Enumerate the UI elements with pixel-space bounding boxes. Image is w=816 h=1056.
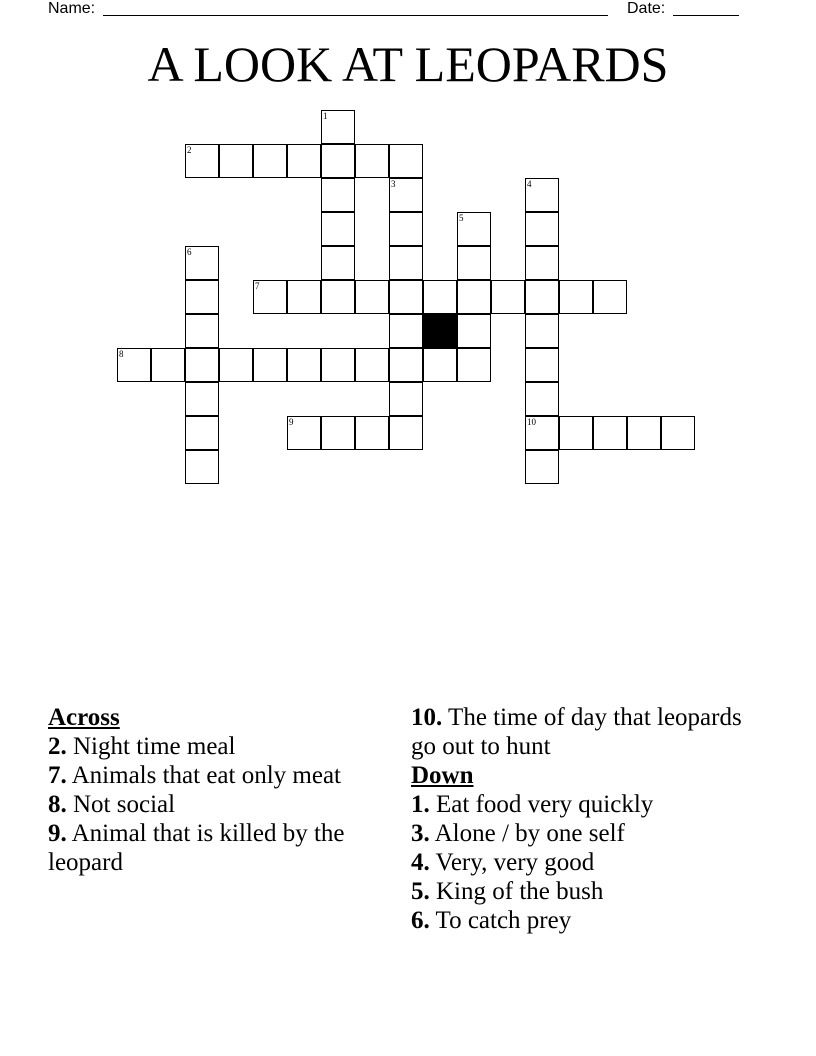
crossword-cell[interactable] <box>661 416 695 450</box>
crossword-cell[interactable] <box>219 144 253 178</box>
clue-number-label: 9 <box>289 417 294 427</box>
crossword-cell[interactable] <box>525 246 559 280</box>
clue-number: 2. <box>48 733 67 760</box>
crossword-cell[interactable] <box>593 416 627 450</box>
across-heading: Across <box>48 704 120 731</box>
crossword-cell[interactable] <box>287 348 321 382</box>
crossword-cell[interactable] <box>185 246 219 280</box>
crossword-cell[interactable] <box>321 144 355 178</box>
clue-text: Not social <box>66 791 176 818</box>
down-heading: Down <box>411 762 474 789</box>
crossword-cell[interactable] <box>423 280 457 314</box>
date-label: Date: <box>627 0 666 17</box>
clue-across-7 <box>48 761 378 790</box>
clue-text: Eat food very quickly <box>429 791 654 818</box>
crossword-cell[interactable] <box>457 280 491 314</box>
crossword-cell[interactable] <box>287 280 321 314</box>
crossword-cell[interactable] <box>321 178 355 212</box>
crossword-cell[interactable] <box>559 416 593 450</box>
crossword-cell[interactable] <box>627 416 661 450</box>
clues-right-column <box>411 703 751 935</box>
crossword-cell[interactable] <box>457 246 491 280</box>
crossword-cell[interactable] <box>185 314 219 348</box>
crossword-grid <box>0 0 816 500</box>
clue-across-10 <box>411 703 751 761</box>
crossword-cell[interactable] <box>321 280 355 314</box>
clue-down-3 <box>411 819 751 848</box>
page-title: A LOOK AT LEOPARDS <box>147 36 669 92</box>
clue-down-6 <box>411 906 751 935</box>
clue-number-label: 4 <box>527 179 532 189</box>
crossword-cell[interactable] <box>355 416 389 450</box>
crossword-cell[interactable] <box>389 314 423 348</box>
crossword-cell[interactable] <box>389 246 423 280</box>
crossword-cell[interactable] <box>389 382 423 416</box>
crossword-cell[interactable] <box>321 212 355 246</box>
clue-number-label: 6 <box>187 247 192 257</box>
crossword-cell[interactable] <box>253 348 287 382</box>
crossword-cell[interactable] <box>185 348 219 382</box>
clue-number: 10. <box>411 704 443 731</box>
clue-text: Night time meal <box>66 733 236 760</box>
crossword-cell[interactable] <box>185 144 219 178</box>
clue-down-1 <box>411 790 751 819</box>
crossword-cell[interactable] <box>185 280 219 314</box>
clue-number-label: 10 <box>527 417 536 427</box>
clue-number-label: 5 <box>459 213 464 223</box>
crossword-cell[interactable] <box>355 348 389 382</box>
clue-number-label: 7 <box>255 281 260 291</box>
clue-text: King of the bush <box>429 878 604 905</box>
crossword-cell[interactable] <box>525 212 559 246</box>
crossword-cell[interactable] <box>287 416 321 450</box>
clue-across-9 <box>48 819 378 877</box>
crossword-cell[interactable] <box>117 348 151 382</box>
clue-number-label: 8 <box>119 349 124 359</box>
crossword-cell[interactable] <box>389 178 423 212</box>
crossword-cell[interactable] <box>389 280 423 314</box>
crossword-cell[interactable] <box>525 178 559 212</box>
crossword-cell[interactable] <box>389 212 423 246</box>
crossword-cell[interactable] <box>321 416 355 450</box>
crossword-cell[interactable] <box>185 416 219 450</box>
crossword-cell[interactable] <box>253 280 287 314</box>
clue-text: Animal that is killed by the leopard <box>48 820 345 876</box>
crossword-cell[interactable] <box>355 280 389 314</box>
crossword-cell[interactable] <box>151 348 185 382</box>
clue-text: The time of day that leopards go out to hunt <box>411 704 742 760</box>
clue-down-4 <box>411 848 751 877</box>
clue-number: 4. <box>411 849 430 876</box>
crossword-cell[interactable] <box>321 110 355 144</box>
clue-text: Alone / by one self <box>429 820 625 847</box>
crossword-cell[interactable] <box>389 416 423 450</box>
clue-text: To catch prey <box>429 907 572 934</box>
blocked-cell <box>423 314 457 348</box>
clue-number: 3. <box>411 820 430 847</box>
clue-number: 5. <box>411 878 430 905</box>
crossword-cell[interactable] <box>525 280 559 314</box>
crossword-cell[interactable] <box>321 246 355 280</box>
crossword-cell[interactable] <box>525 416 559 450</box>
crossword-cell[interactable] <box>491 280 525 314</box>
clues-left-column <box>48 703 378 877</box>
clue-number-label: 3 <box>391 179 396 189</box>
clue-text: Animals that eat only meat <box>66 762 341 789</box>
clue-number-label: 2 <box>187 145 192 155</box>
clue-number: 1. <box>411 791 430 818</box>
crossword-cell[interactable] <box>185 450 219 484</box>
crossword-cell[interactable] <box>321 348 355 382</box>
crossword-cell[interactable] <box>287 144 321 178</box>
crossword-cell[interactable] <box>593 280 627 314</box>
crossword-cell[interactable] <box>253 144 287 178</box>
clue-number: 8. <box>48 791 67 818</box>
crossword-cell[interactable] <box>457 314 491 348</box>
clue-text: Very, very good <box>429 849 595 876</box>
clue-number: 7. <box>48 762 67 789</box>
clue-down-5 <box>411 877 751 906</box>
crossword-cell[interactable] <box>185 382 219 416</box>
crossword-cell[interactable] <box>423 348 457 382</box>
crossword-cell[interactable] <box>457 348 491 382</box>
crossword-cell[interactable] <box>525 348 559 382</box>
name-label: Name: <box>48 0 96 17</box>
clue-across-8 <box>48 790 378 819</box>
crossword-cell[interactable] <box>355 144 389 178</box>
clue-number-label: 1 <box>323 111 328 121</box>
clue-across-2 <box>48 732 378 761</box>
crossword-cell[interactable] <box>389 144 423 178</box>
crossword-cell[interactable] <box>525 450 559 484</box>
crossword-cell[interactable] <box>219 348 253 382</box>
clue-number: 6. <box>411 907 430 934</box>
crossword-cell[interactable] <box>525 382 559 416</box>
crossword-cell[interactable] <box>525 314 559 348</box>
clue-number: 9. <box>48 820 67 847</box>
crossword-cell[interactable] <box>457 212 491 246</box>
crossword-cell[interactable] <box>559 280 593 314</box>
crossword-cell[interactable] <box>389 348 423 382</box>
